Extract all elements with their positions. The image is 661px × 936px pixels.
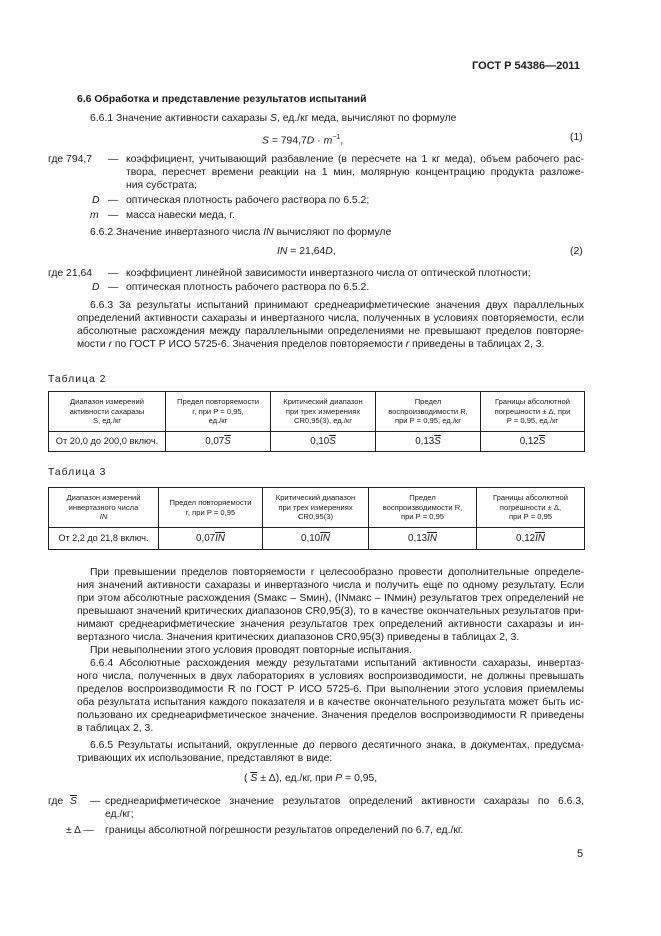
p662-tail: вычисляют по формуле bbox=[273, 227, 392, 238]
formula1-rhs: = 794,7 bbox=[271, 135, 307, 147]
formula2-lhs: IN bbox=[277, 246, 288, 257]
table-2 bbox=[48, 391, 585, 452]
formula1-m: m bbox=[323, 135, 333, 147]
formula3-eq: = 0,95, bbox=[345, 773, 378, 784]
formula3-s: $\overline{S}$ bbox=[250, 773, 258, 784]
table-3-header-reproduce: Предел воспроизводимости R, при P = 0,95 bbox=[369, 488, 477, 528]
where3-pm-symbol: ± Δ — bbox=[66, 825, 94, 836]
where2-dash: — bbox=[108, 268, 119, 279]
formula1-d: D bbox=[306, 135, 315, 147]
table-3-cell-critical: $0,10\overline{IN}$ bbox=[263, 528, 369, 550]
where1-m-text: масса навески меда, г. bbox=[126, 210, 235, 221]
p661-lead: 6.6.1 Значение активности сахаразы bbox=[90, 113, 271, 124]
where1-m-dash: — bbox=[108, 210, 119, 221]
paragraph-6-6-1 bbox=[90, 113, 456, 125]
formula3-pm: ± Δ), ед./кг, при bbox=[260, 773, 333, 784]
where2-text: коэффициент линейной зависимости инвертазного числа от оптической плотности; bbox=[126, 268, 531, 279]
p663-last-r2: r bbox=[405, 339, 410, 350]
table-3-cell-error: $0,12\overline{IN}$ bbox=[477, 528, 585, 550]
excess-line-3: при этом абсолютные расхождения (Sмакс – Sмин), (INмакс – INмин) результатов трех определений не bbox=[77, 593, 584, 604]
p661-tail: , ед./кг меда, вычисляют по формуле bbox=[276, 113, 457, 124]
where3-dash: — bbox=[90, 796, 101, 807]
p663-last-b: по ГОСТ Р ИСО 5725-6. Значения пределов повторяемости bbox=[112, 339, 406, 350]
section-title-text: Обработка и представление результатов испытаний bbox=[94, 94, 367, 105]
table-2-label: Таблица 2 bbox=[48, 374, 107, 385]
p664-line-3: пределов воспроизводимости R по ГОСТ Р ИСО 5725-6. При выполнении этого условия приемлемы bbox=[77, 684, 584, 695]
where2-d-text: оптическая плотность рабочего раствора по 6.5.2. bbox=[126, 282, 370, 293]
where1-d-dash: — bbox=[108, 195, 119, 206]
formula3-p: P bbox=[335, 773, 343, 784]
formula3-open: ( bbox=[244, 773, 248, 784]
p663-last-c: приведены в таблицах 2, 3. bbox=[409, 339, 545, 350]
where2-d-symbol: D bbox=[92, 282, 100, 293]
where1-dash: — bbox=[108, 154, 119, 165]
p663-line-3: абсолютные расхождения между параллельными определениями не превышают пределов повторяе- bbox=[77, 326, 584, 337]
table-2-cell-error: $0,12\overline{S}$ bbox=[481, 432, 585, 452]
where1-line-1: коэффициент, учитывающий разбавление (в пересчете на 1 кг меда), объем рабочего рас- bbox=[126, 154, 584, 165]
table-3-header-range: Диапазон измерений инвертазного числа IN bbox=[49, 488, 159, 528]
where3-gde: где bbox=[48, 796, 64, 807]
formula-1 bbox=[262, 132, 343, 147]
table-2-header-row bbox=[49, 392, 585, 432]
table-3-header-critical: Критический диапазон при трех измерениях CR0,95(3) bbox=[263, 488, 369, 528]
formula1-lhs: S bbox=[262, 135, 269, 147]
where1-m-symbol: m bbox=[90, 210, 99, 221]
p662-lead: 6.6.2 Значение инвертазного числа bbox=[90, 227, 264, 238]
p663-last-a: мости bbox=[77, 339, 109, 350]
where2-d-dash: — bbox=[108, 282, 119, 293]
where3-s-line-1: среднеарифметическое значение результатов определений активности сахаразы по 6.6.3, bbox=[105, 796, 584, 807]
p663-line-1: 6.6.3 За результаты испытаний принимают среднеарифметические значения двух параллельных bbox=[90, 300, 584, 311]
standard-number: ГОСТ Р 54386—2011 bbox=[472, 60, 580, 72]
page-number: 5 bbox=[577, 848, 584, 860]
p665-line-1: 6.6.5 Результаты испытаний, округленные до первого десятичного знака, в документах, предусма- bbox=[90, 740, 584, 751]
table-2-cell-critical: $0,10\overline{S}$ bbox=[271, 432, 376, 452]
excess-line-1: При превышении пределов повторяемости r целесообразно провести дополнительные определе- bbox=[90, 567, 584, 578]
p663-line-2: определений активности сахаразы и инвертазного числа, полученных в условиях повторяемости, если bbox=[77, 313, 584, 324]
where2-gde: где 21,64 bbox=[48, 268, 93, 279]
where3-s-symbol: $\overline{S}$ bbox=[70, 796, 77, 807]
where3-s-line-2: ед./кг; bbox=[105, 809, 134, 820]
table-2-header-repeat: Предел повторяемости r, при P = 0,95, ед./кг bbox=[166, 392, 271, 432]
p664-line-6: в таблицах 2, 3. bbox=[77, 723, 154, 734]
where1-d-text: оптическая плотность рабочего раствора по 6.5.2; bbox=[126, 195, 370, 206]
p663-line-4 bbox=[77, 339, 544, 351]
table-3-header-repeat: Предел повторяемости r, при P = 0,95 bbox=[159, 488, 263, 528]
table-2-cell-range: От 20,0 до 200,0 включ. bbox=[49, 432, 166, 452]
table-3-cell-reproduce: $0,13\overline{IN}$ bbox=[369, 528, 477, 550]
table-3-label: Таблица 3 bbox=[48, 467, 107, 478]
where1-d-symbol: D bbox=[92, 195, 100, 206]
p661-var: S bbox=[270, 113, 277, 124]
p664-line-1: 6.6.4 Абсолютные расхождения между результатами испытаний активности сахаразы, инвертаз- bbox=[90, 658, 584, 669]
formula1-exp: −1 bbox=[332, 134, 341, 141]
table-2-header-range: Диапазон измерений активности сахаразы S, ед./кг bbox=[49, 392, 166, 432]
paragraph-6-6-2 bbox=[90, 227, 391, 239]
excess-line-5: нимают среднеарифметические значения результатов трех определений активности сахаразы и ин- bbox=[77, 619, 584, 630]
formula-1-number: (1) bbox=[570, 132, 583, 143]
table-2-cell-repeat: $0,07\overline{S}$ bbox=[166, 432, 271, 452]
excess-line-2: ния значений активности сахаразы и инвертазного числа и получить еще по одному результату. Если bbox=[77, 580, 584, 591]
section-title bbox=[77, 94, 366, 106]
table-3-cell-repeat: $0,07\overline{IN}$ bbox=[159, 528, 263, 550]
p664-line-2: ного числа, полученных в двух лабораториях в условиях воспроизводимости, не должны превышать bbox=[77, 671, 584, 682]
p663-last-r: r bbox=[108, 339, 113, 350]
formula2-rhs: = 21,64 bbox=[290, 246, 326, 257]
where1-line-2: твора, пересчет времени реакции на 1 мин, молярную концентрацию продукта разложе- bbox=[126, 167, 584, 178]
table-3 bbox=[48, 487, 585, 550]
excess-line-7: При невыполнении этого условия проводят повторные испытания. bbox=[90, 645, 413, 656]
p664-line-5: пользовано их среднеарифметическое значение. Значения пределов воспроизводимости R приведены bbox=[77, 710, 584, 721]
table-2-header-error: Границы абсолютной погрешности ± Δ, при P = 0,95, ед./кг bbox=[481, 392, 585, 432]
formula-3 bbox=[244, 773, 377, 785]
where1-gde: где 794,7 bbox=[48, 154, 93, 165]
p662-var: IN bbox=[263, 227, 274, 238]
formula1-comma: , bbox=[340, 135, 344, 147]
table-2-header-reproduce: Предел воспроизводимости R, при P = 0,95, ед./кг bbox=[376, 392, 481, 432]
table-3-cell-range: От 2,2 до 21,8 включ. bbox=[49, 528, 159, 550]
formula-2 bbox=[277, 246, 336, 258]
table-row bbox=[49, 528, 585, 550]
table-2-header-critical: Критический диапазон при трех измерениях CR0,95(3), ед./кг bbox=[271, 392, 376, 432]
excess-line-6: вертазного числа. Значения критических диапазонов CR0,95(3) приведены в таблицах 2, 3. bbox=[77, 632, 520, 643]
where3-pm-text: границы абсолютной погрешности результатов определений по 6.7, ед./кг. bbox=[105, 825, 464, 836]
where1-line-3: ния субстрата; bbox=[126, 180, 197, 191]
table-3-header-row bbox=[49, 488, 585, 528]
formula2-comma: , bbox=[332, 246, 336, 257]
excess-line-4: превышают значений критических диапазонов CR0,95(3), то в качестве окончательных результатов при- bbox=[77, 606, 584, 617]
table-row bbox=[49, 432, 585, 452]
p665-line-2: тривающих их использование, представляют в виде: bbox=[77, 753, 333, 764]
formula1-dot: · bbox=[317, 135, 321, 147]
p664-line-4: оба результата испытания каждого показателя и в качестве окончательного результата может быть ис- bbox=[77, 697, 584, 708]
table-2-cell-reproduce: $0,13\overline{S}$ bbox=[376, 432, 481, 452]
table-3-header-error: Границы абсолютной погрешности ± Δ, при P = 0,95 bbox=[477, 488, 585, 528]
section-number: 6.6 bbox=[77, 94, 92, 105]
formula-2-number: (2) bbox=[570, 246, 583, 257]
formula2-d: D bbox=[325, 246, 333, 257]
